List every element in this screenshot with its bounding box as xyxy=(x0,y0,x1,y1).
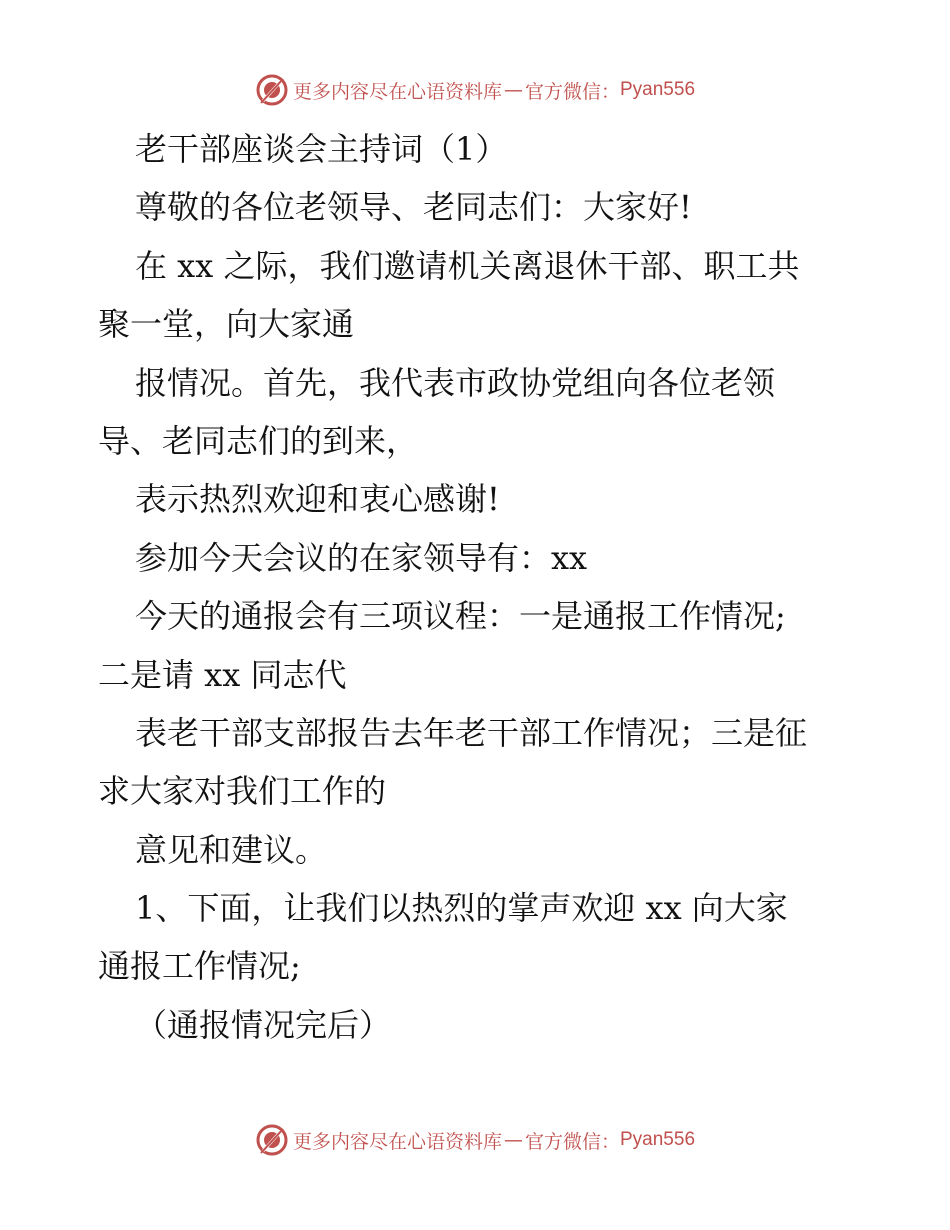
paragraph-line: 意见和建议。 xyxy=(135,830,328,869)
paragraph-line: 参加今天会议的在家领导有：xx xyxy=(135,538,588,577)
paragraph-line: 表示热烈欢迎和衷心感谢! xyxy=(135,480,500,519)
pen-logo-icon xyxy=(255,73,289,107)
paragraph-line: 导、老同志们的到来， xyxy=(98,421,419,460)
watermark-dash: — xyxy=(503,1129,523,1151)
watermark-account: Pyan556 xyxy=(620,79,696,100)
paragraph-line: 二是请 xx 同志代 xyxy=(98,655,347,694)
watermark-site: 更多内容尽在心语资料库 xyxy=(292,1130,502,1153)
paragraph-line: 报情况。首先，我代表市政协党组向各位老领 xyxy=(135,363,776,402)
document-title: 老干部座谈会主持词（1） xyxy=(135,130,508,168)
pen-logo-icon xyxy=(255,1123,289,1157)
paragraph-line: 通报工作情况; xyxy=(98,947,301,986)
paragraph-line: 求大家对我们工作的 xyxy=(98,772,387,811)
watermark-label: 官方微信： xyxy=(524,1130,620,1153)
watermark-account: Pyan556 xyxy=(620,1129,696,1150)
paragraph-line: 1、下面，让我们以热烈的掌声欢迎 xx 向大家 xyxy=(135,889,788,928)
paragraph-line: 表老干部支部报告去年老干部工作情况；三是征 xyxy=(135,713,808,752)
paragraph-line: 聚一堂，向大家通 xyxy=(98,305,355,344)
paragraph-line: 在 xx 之际，我们邀请机关离退休干部、职工共 xyxy=(135,246,800,285)
footer-watermark xyxy=(0,1120,950,1160)
header-watermark xyxy=(0,70,950,110)
watermark-site: 更多内容尽在心语资料库 xyxy=(292,80,502,103)
watermark-dash: — xyxy=(503,79,523,101)
paragraph-line: （通报情况完后） xyxy=(135,1005,392,1044)
watermark-label: 官方微信： xyxy=(524,80,620,103)
paragraph-line: 尊敬的各位老领导、老同志们：大家好! xyxy=(135,188,692,227)
paragraph-line: 今天的通报会有三项议程：一是通报工作情况; xyxy=(135,597,786,636)
document-body xyxy=(98,120,868,1054)
